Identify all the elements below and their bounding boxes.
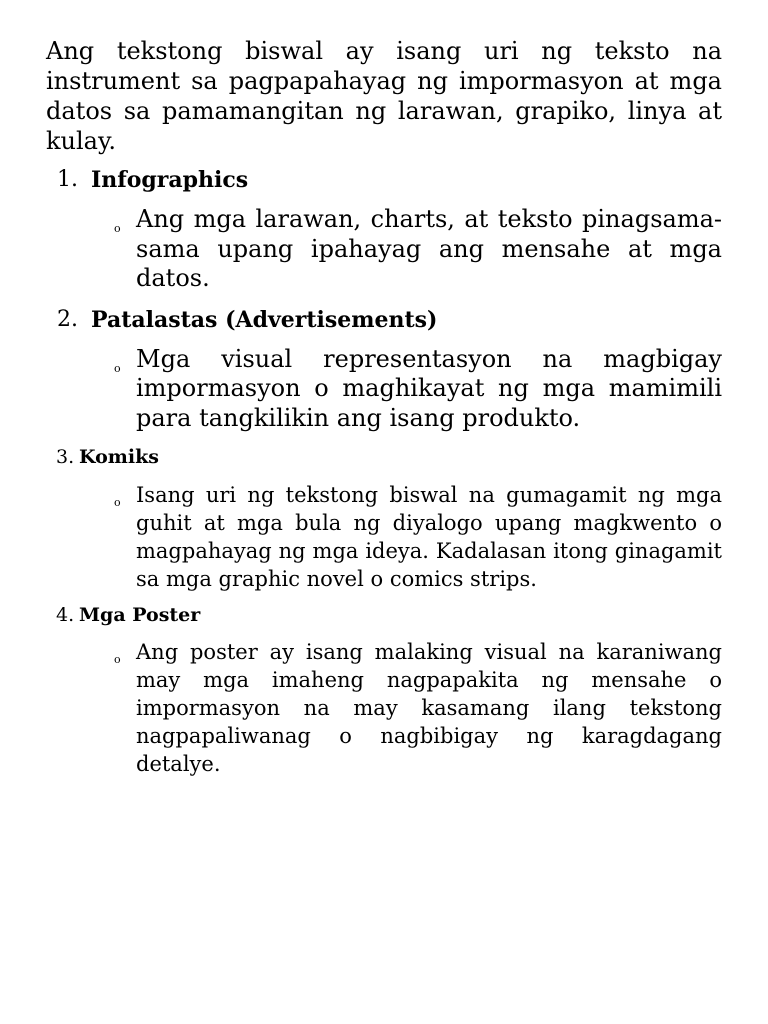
item-description-text: Ang poster ay isang malaking visual na karaniwang may mga imaheng nagpapakita ng mensahe o impormasyon na may kasamang ilang tekstong nagpapaliwanag o nagbibigay ng karagdagang detalye. xyxy=(136,640,722,776)
bullet-icon: o xyxy=(114,496,121,509)
item-description xyxy=(46,638,722,778)
item-number: 4. xyxy=(56,604,75,626)
item-description-text: Isang uri ng tekstong biswal na gumagamit ng mga guhit at mga bula ng diyalogo upang magkwento o magpahayag ng mga ideya. Kadalasan itong ginagamit sa mga graphic novel o comics strips. xyxy=(136,483,722,591)
bullet-icon: o xyxy=(114,361,121,375)
list-item-mga-poster xyxy=(46,603,722,778)
item-description xyxy=(46,205,722,294)
item-description-text: Ang mga larawan, charts, at teksto pinagsama-sama upang ipahayag ang mensahe at mga datos. xyxy=(136,205,722,292)
item-number: 2. xyxy=(57,306,78,332)
item-description-text: Mga visual representasyon na magbigay impormasyon o maghikayat ng mga mamimili para tangkilikin ang isang produkto. xyxy=(136,344,722,432)
item-number: 1. xyxy=(57,167,78,192)
item-heading xyxy=(46,306,722,334)
document-page xyxy=(46,36,722,778)
item-heading xyxy=(46,445,722,470)
item-description xyxy=(46,345,722,434)
item-title: Patalastas (Advertisements) xyxy=(91,306,438,333)
item-description xyxy=(46,481,722,593)
item-number: 3. xyxy=(56,446,75,468)
list-item-patalastas xyxy=(46,306,722,434)
bullet-icon: o xyxy=(114,653,121,666)
item-title: Komiks xyxy=(79,446,159,468)
item-heading xyxy=(46,603,722,628)
intro-paragraph: Ang tekstong biswal ay isang uri ng teksto na instrument sa pagpapahayag ng impormasyon at mga datos sa pamamangitan ng larawan, grapiko, linya at kulay. xyxy=(46,37,722,155)
item-title: Infographics xyxy=(91,167,249,193)
bullet-icon: o xyxy=(114,222,121,235)
list-item-infographics xyxy=(46,166,722,294)
item-heading xyxy=(46,166,722,194)
list-item-komiks xyxy=(46,445,722,593)
item-title: Mga Poster xyxy=(79,604,201,626)
